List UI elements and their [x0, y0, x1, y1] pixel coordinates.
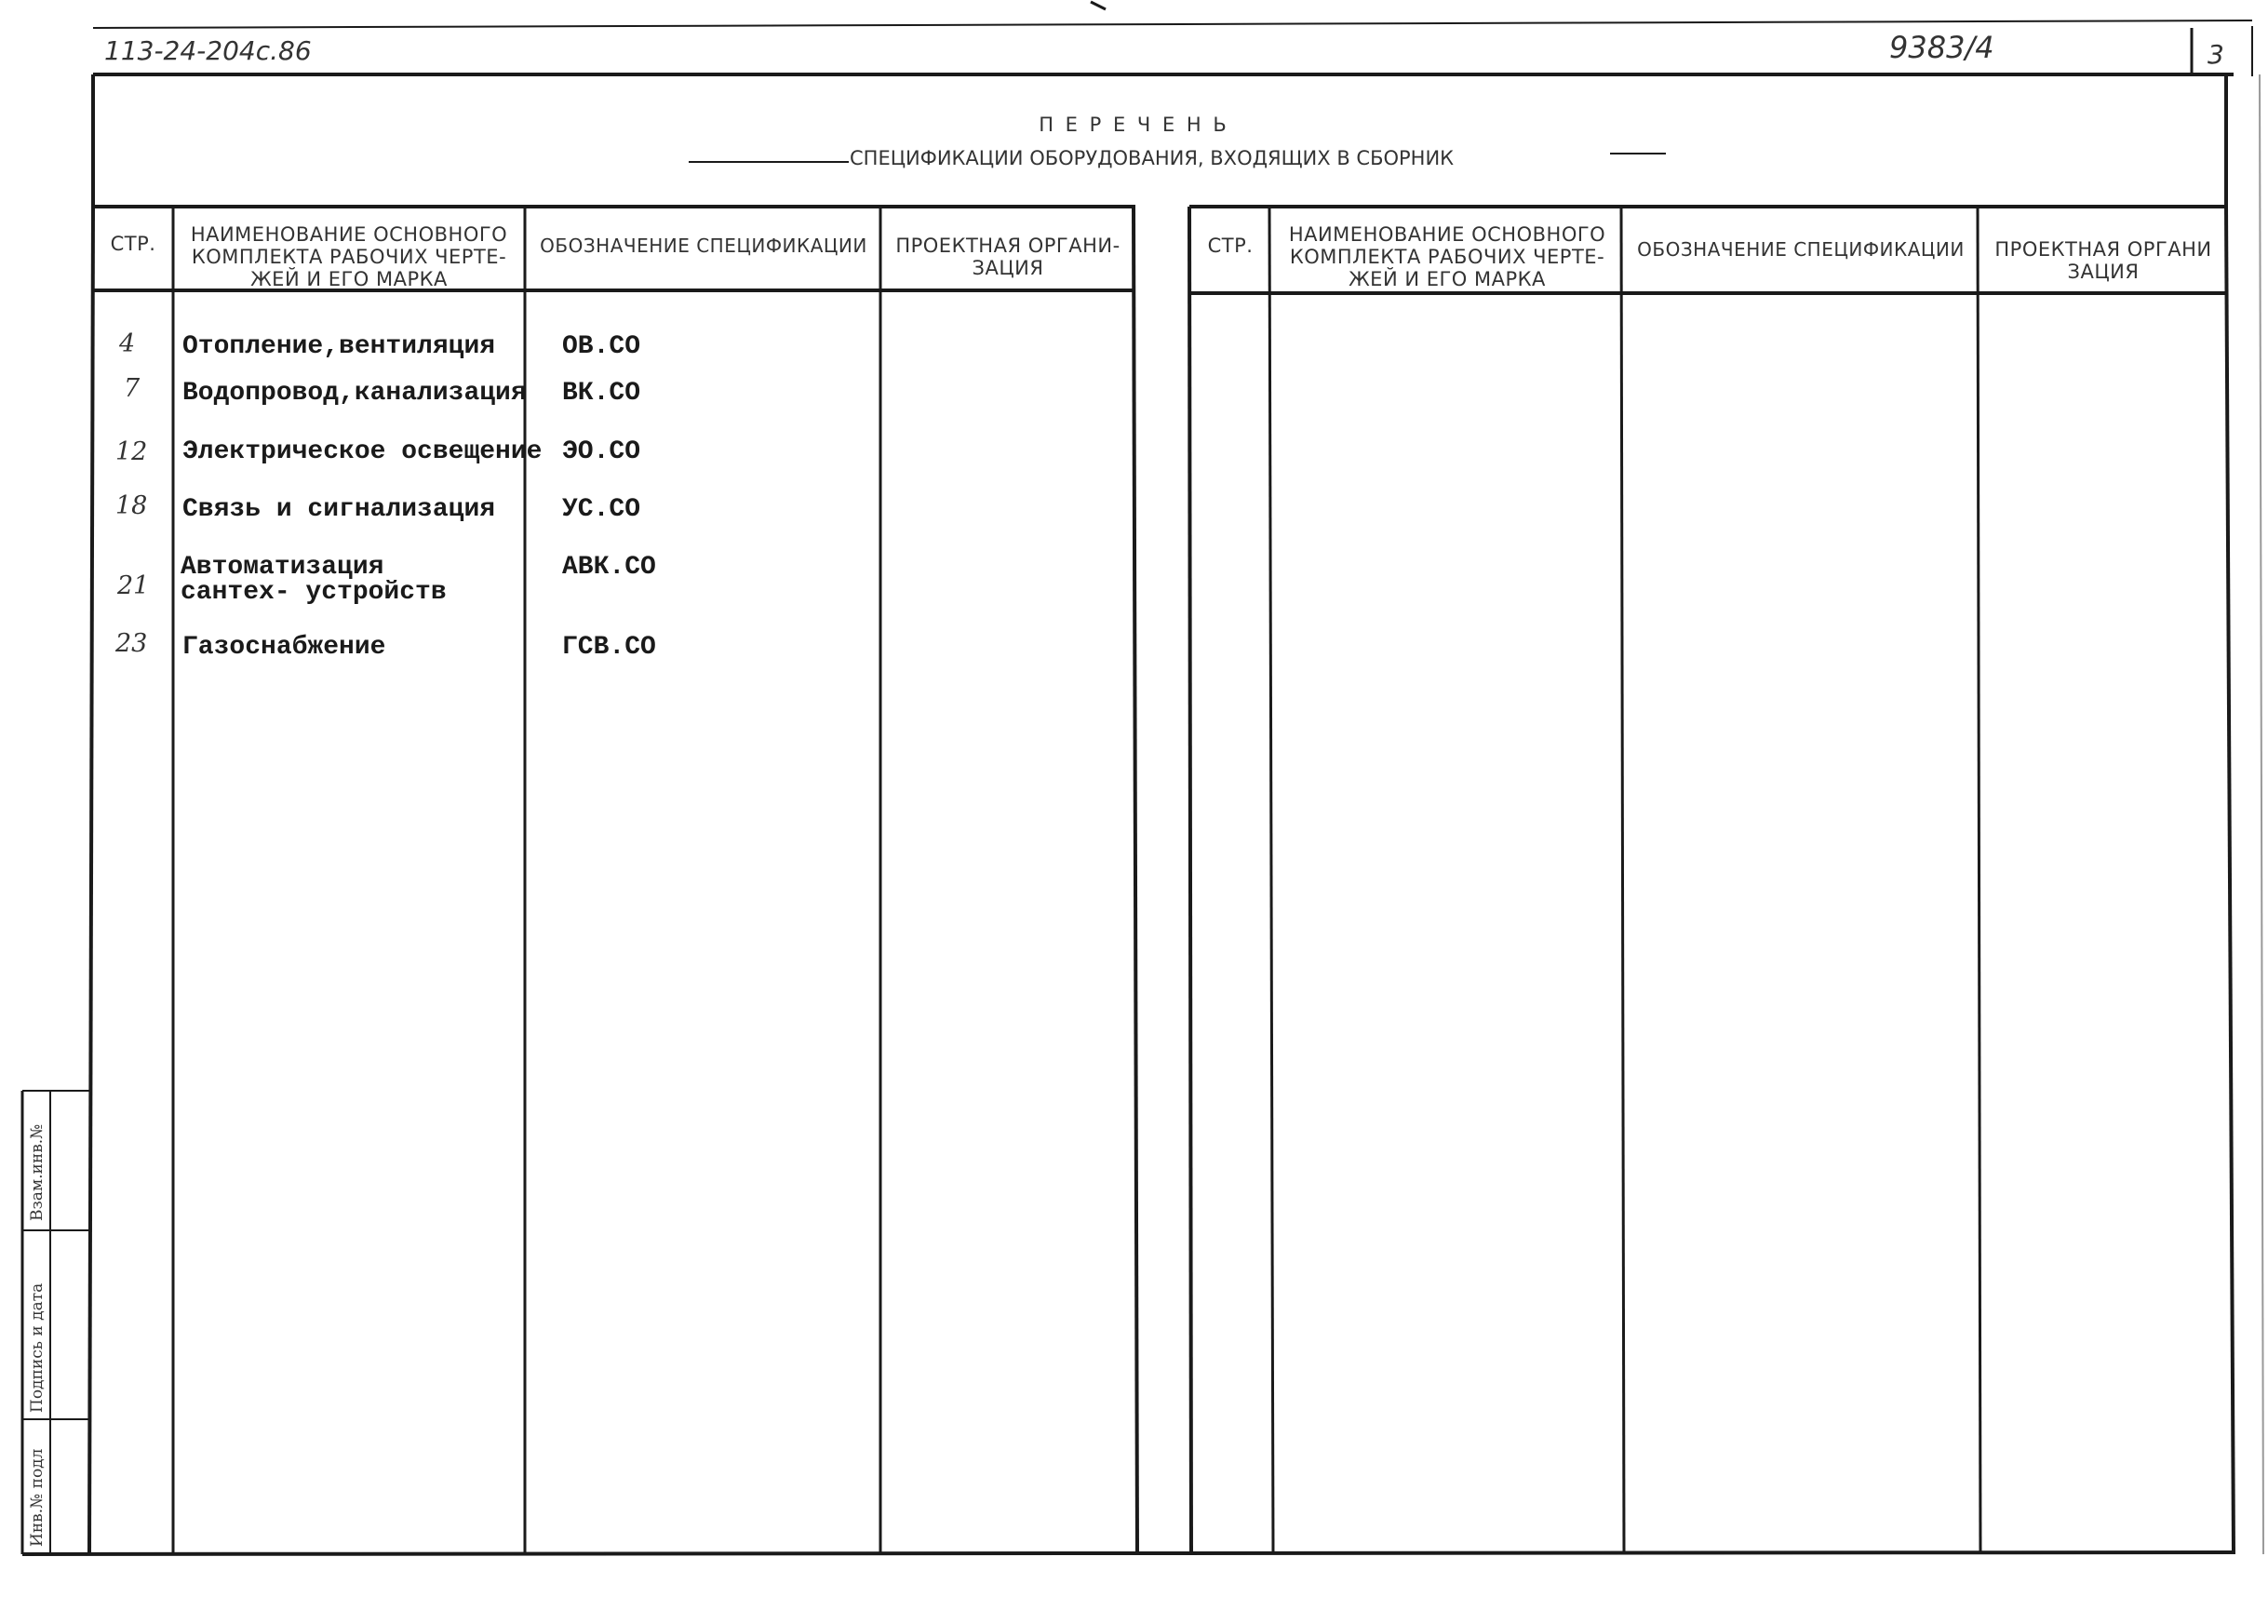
- left-col-name-header: НАИМЕНОВАНИЕ ОСНОВНОГО КОМПЛЕКТА РАБОЧИХ ЧЕРТЕ- ЖЕЙ И ЕГО МАРКА: [190, 223, 508, 290]
- left-col-org-header: ПРОЕКТНАЯ ОРГАНИ- ЗАЦИЯ: [895, 235, 1121, 279]
- page-title: П Е Р Е Ч Е Н Ь: [1039, 114, 1229, 136]
- row-name: Связь и сигнализация: [182, 495, 496, 524]
- page-subtitle: СПЕЦИФИКАЦИИ ОБОРУДОВАНИЯ, ВХОДЯЩИХ В СБОРНИК: [850, 147, 1455, 169]
- row-page: 12: [115, 437, 148, 466]
- row-code: ГСВ.СО: [562, 633, 656, 662]
- stamp-replacement-inv: Взам.инв.№: [28, 1123, 47, 1221]
- row-page: 7: [124, 374, 141, 403]
- stamp-signature-date: Подпись и дата: [28, 1282, 47, 1413]
- row-page: 18: [115, 491, 148, 520]
- right-col-name-header: НАИМЕНОВАНИЕ ОСНОВНОГО КОМПЛЕКТА РАБОЧИХ ЧЕРТЕ- ЖЕЙ И ЕГО МАРКА: [1288, 223, 1606, 290]
- row-page: 23: [115, 629, 148, 658]
- sheet-number: 3: [2208, 39, 2224, 70]
- inventory-number: 9383/4: [1889, 30, 1994, 65]
- right-col-page-header: СТР.: [1207, 235, 1254, 257]
- row-code: ЭО.СО: [562, 437, 641, 466]
- right-col-org-header: ПРОЕКТНАЯ ОРГАНИ ЗАЦИЯ: [1994, 238, 2212, 283]
- stamp-original-inv: Инв.№ подл: [28, 1448, 47, 1547]
- row-code: ОВ.СО: [562, 332, 641, 361]
- left-col-code-header: ОБОЗНАЧЕНИЕ СПЕЦИФИКАЦИИ: [540, 235, 867, 257]
- row-name: Автоматизация сантех- устройств: [181, 553, 447, 607]
- row-page: 21: [117, 571, 150, 600]
- row-name: Отопление,вентиляция: [182, 332, 496, 361]
- row-name: Газоснабжение: [182, 633, 386, 662]
- row-name: Водопровод,канализация: [182, 379, 527, 408]
- row-name: Электрическое освещение: [182, 437, 543, 466]
- doc-code: 113-24-204с.86: [104, 35, 312, 66]
- right-col-code-header: ОБОЗНАЧЕНИЕ СПЕЦИФИКАЦИИ: [1637, 238, 1965, 261]
- row-code: АВК.СО: [562, 553, 656, 582]
- row-code: ВК.СО: [562, 379, 641, 408]
- row-code: УС.СО: [562, 495, 641, 524]
- row-page: 4: [119, 329, 136, 358]
- left-col-page-header: СТР.: [110, 233, 156, 255]
